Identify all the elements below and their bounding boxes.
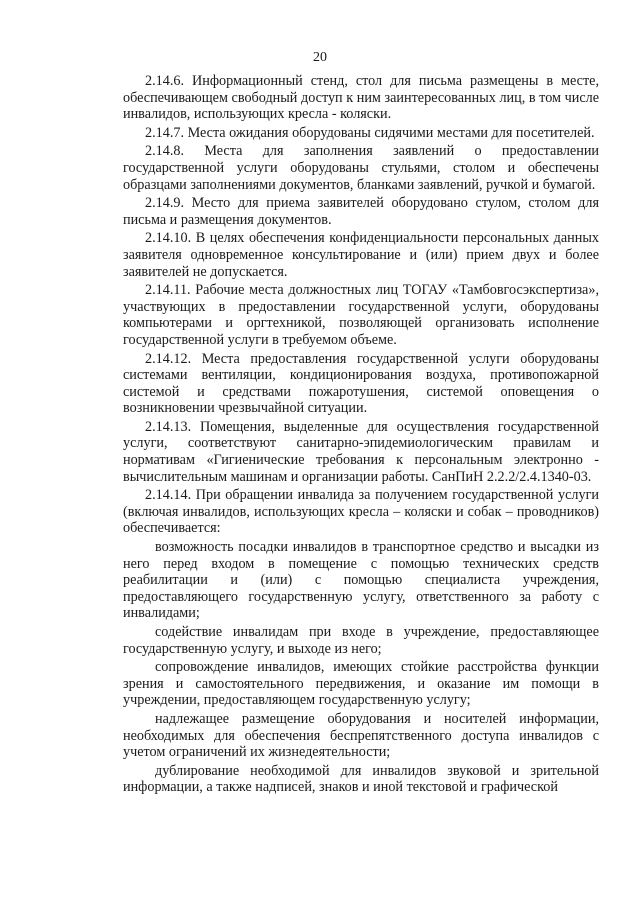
list-item-information-duplication: дублирование необходимой для инвалидов звуковой и зрительной информации, а также надписей, знаков и иной текстовой и графической: [123, 762, 599, 796]
paragraph-2-14-13: 2.14.13. Помещения, выделенные для осуществления государственной услуги, соответствуют санитарно-эпидемиологическим правилам и нормативам «Гигиенические требования к персональным электронно - вычислительным машинам и организации работы. СанПиН 2.2.2/2.4.1340-03.: [123, 418, 599, 485]
list-item-entry-assistance: содействие инвалидам при входе в учреждение, предоставляющее государственную услугу, и выходе из него;: [123, 624, 599, 657]
paragraph-2-14-12: 2.14.12. Места предоставления государственной услуги оборудованы системами вентиляции, кондиционирования воздуха, противопожарной системой и средствами пожаротушения, системой оповещения о возникновении чрезвычайной ситуации.: [123, 350, 599, 417]
paragraph-2-14-9: 2.14.9. Место для приема заявителей оборудовано стулом, столом для письма и размещения документов.: [123, 195, 599, 228]
paragraph-2-14-6: 2.14.6. Информационный стенд, стол для письма размещены в месте, обеспечивающем свободный доступ к ним заинтересованных лиц, в том числе инвалидов, использующих кресла - коляски.: [123, 73, 599, 123]
paragraph-2-14-14: 2.14.14. При обращении инвалида за получением государственной услуги (включая инвалидов, использующих кресла – коляски и собак – проводников) обеспечивается:: [123, 487, 599, 537]
list-item-equipment-placement: надлежащее размещение оборудования и носителей информации, необходимых для обеспечения беспрепятственного доступа инвалидов с учетом ограничений их жизнедеятельности;: [123, 710, 599, 761]
paragraph-2-14-8: 2.14.8. Места для заполнения заявлений о предоставлении государственной услуги оборудованы стульями, столом и обеспечены образцами заполнениями документов, бланками заявлений, ручкой и бумагой.: [123, 143, 599, 193]
document-body: [123, 73, 599, 798]
paragraph-2-14-11: 2.14.11. Рабочие места должностных лиц ТОГАУ «Тамбовгосэкспертиза», участвующих в предоставлении государственной услуги, оборудованы компьютерами и оргтехникой, позволяющей организовать исполнение государственной услуги в требуемом объеме.: [123, 282, 599, 348]
list-item-escort: сопровождение инвалидов, имеющих стойкие расстройства функции зрения и самостоятельного передвижения, и оказание им помощи в учреждении, предоставляющем государственную услугу;: [123, 659, 599, 709]
paragraph-2-14-7: 2.14.7. Места ожидания оборудованы сидячими местами для посетителей.: [145, 124, 595, 141]
list-item-boarding: возможность посадки инвалидов в транспортное средство и высадки из него перед входом в помещение с помощью технических средств реабилитации и (или) с помощью специалиста учреждения, предоставляющего государственную услугу, ответственного за работу с инвалидами;: [123, 539, 599, 622]
page-number: 20: [313, 50, 327, 65]
paragraph-2-14-10: 2.14.10. В целях обеспечения конфиденциальности персональных данных заявителя одновременное консультирование и (или) прием двух и более заявителей не допускается.: [123, 230, 599, 280]
